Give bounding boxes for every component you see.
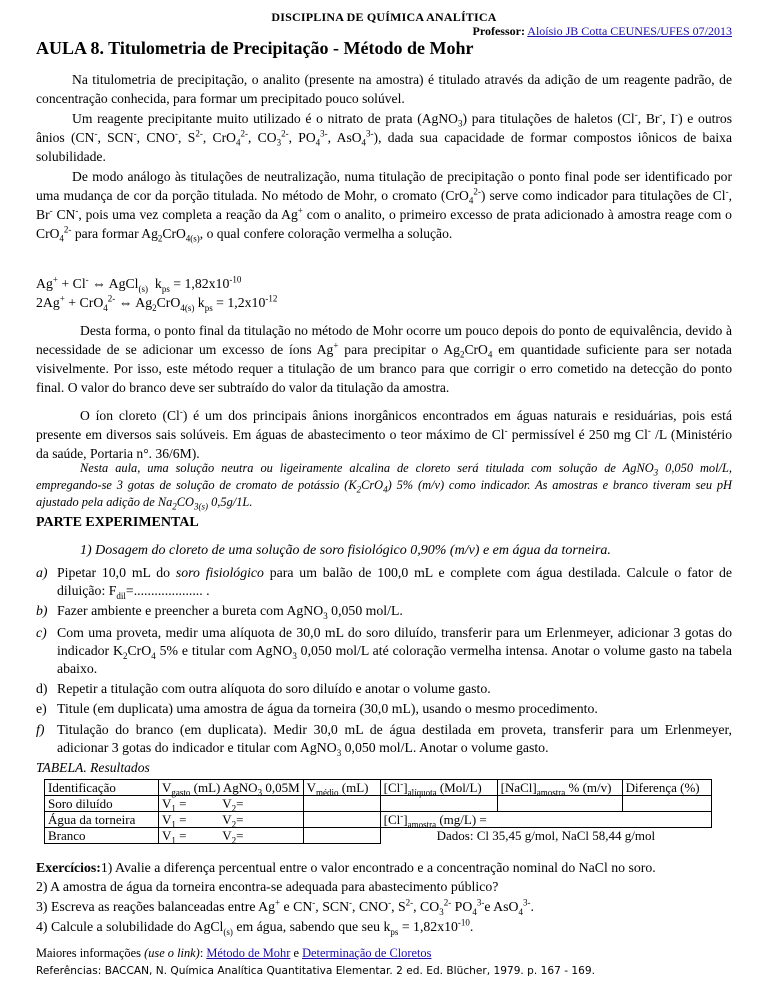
header-vmedio: $V_{médio}$ (mL) xyxy=(303,780,380,796)
professor-line xyxy=(473,24,732,39)
discipline-header: DISCIPLINA DE QUÍMICA ANALÍTICA xyxy=(271,10,497,24)
vgasto-cell: $V_1$ = $V_2=$ xyxy=(159,828,304,844)
table-caption: TABELA. Resultados xyxy=(36,760,150,775)
header-cl-aliquota: $[Cl^-]_{alíquota}$ (Mol/L) xyxy=(380,780,497,796)
professor-link[interactable]: Aloísio JB Cotta CEUNES/UFES 07/2013 xyxy=(527,24,732,38)
exercise-2: 2) A amostra de água da torneira encontra-se adequada para abastecimento público? xyxy=(36,879,499,894)
step-f: f) Titulação do branco (em duplicata). Medir 30,0 mL de água destilada em proveta, transferir para um Erlenmeyer, adicionar 3 gotas do indicador e titular com AgNO$_3$ 0,050 mol/L. Anotar o volume gasto. xyxy=(36,722,732,758)
exercise-3: 3) Escreva as reações balanceadas entre Ag+ e CN-, SCN-, CNO-, $S^{2-}$, $CO_3^{2-}$ $PO_4^{3-}e$ AsO$_4^{3-}$. xyxy=(36,897,534,917)
link-metodo-mohr[interactable]: Método de Mohr xyxy=(206,946,291,960)
equation-agcl: Ag+ + Cl- ⇔ AgCl$_{(s)}$ $k_{ps} = 1,82x10^{-10}$ xyxy=(36,274,242,294)
row-label-soro: Soro diluído xyxy=(45,796,159,812)
professor-label: Professor: xyxy=(472,24,525,38)
exercise-1: Exercícios:1) Avalie a diferença percentual entre o valor encontrado e a concentração nominal do NaCl no soro. xyxy=(36,860,656,875)
experimental-heading: PARTE EXPERIMENTAL xyxy=(36,515,199,530)
header-vgasto: $V_{gasto}$ (mL) AgNO$_3$ 0,05M xyxy=(159,780,304,796)
row-label-agua: Água da torneira xyxy=(45,812,159,828)
header-identificacao: Identificação xyxy=(45,780,159,796)
header-diferenca: Diferença (%) xyxy=(622,780,711,796)
section-1-title: 1) Dosagem do cloreto de uma solução de soro fisiológico 0,90% (m/v) e em água da torneira. xyxy=(80,543,611,558)
intro-paragraph-2: Um reagente precipitante muito utilizado é o nitrato de prata (AgNO$_3$) para titulações de haletos (Cl-, Br-, I-) e outros ânios (CN-, SCN-, CNO-, $S^{2-}$, CrO$_4^{2-}$, $CO_3^{2-}$, $PO_4^{3-}$, AsO$_4^{3-}$), dada sua capacidade de formar compostos iônicos de baixa solubilidade. xyxy=(36,109,733,164)
table-header-row xyxy=(45,780,712,796)
step-c: c) Com uma proveta, medir uma alíquota de 30,0 mL do soro diluído, transferir para um Erlenmeyer, adicionar 3 gotas do indicador $K_2CrO_4$ 5% e titular com AgNO$_3$ 0,050 mol/L até coloração vermelha intensa. Anotar o volume gasto na tabela abaixo. xyxy=(36,625,732,676)
step-e: e) Titule (em duplicata) uma amostra de água da torneira (30,0 mL), usando o mesmo procedimento. xyxy=(36,701,598,716)
equation-ag2cro4: 2Ag+ + CrO$_4^{2-}$ ⇔ $Ag_2CrO_{4(s)}$ $k_{ps} = 1,2x10^{-12}$ xyxy=(36,293,278,313)
lesson-note: Nesta aula, uma solução neutra ou ligeiramente alcalina de cloreto será titulada com solução de AgNO$_3$ 0,050 mol/L, empregando-se 3 gotas de solução de cromato de potássio $(K_2CrO_4)$ 5% (m/v) como indicador. As amostras e branco tiveram seu pH ajustado pela adição de $Na_2CO_{3(s)}$ 0,5g/1L. xyxy=(36,461,732,512)
references: Referências: BACCAN, N. Química Analítica Quantitativa Elementar. 2 ed. Ed. Blücher, 1979. p. 167 - 169. xyxy=(36,965,595,977)
body-paragraph-chloride: O íon cloreto (Cl-) é um dos principais ânions inorgânicos encontrados em águas naturais e residuárias, pois está presente em diversos sais solúveis. Em águas de abastecimento o teor máximo de Cl- permissível é 250 mg Cl- /L (Ministério da saúde, Portaria n°. 36/6M). xyxy=(36,406,733,461)
table-row xyxy=(45,796,712,812)
vgasto-cell: $V_1$ = $V_2=$ xyxy=(159,812,304,828)
intro-paragraph-3: De modo análogo às titulações de neutralização, numa titulação de precipitação o ponto final pode ser identificado por uma mudança de cor da porção titulada. No método de Mohr, o cromato (CrO$_4^{2-}$) serve como indicador para titulações de Cl-, Br- CN-, pois uma vez completa a reação da Ag+ com o analito, o primeiro excesso de prata adicionado à amostra reage com o CrO$_4^{2-}$ para formar $Ag_2CrO_{4(s)}$, o qual confere coloração vermelha a solução. xyxy=(36,169,732,244)
molar-mass-data: Dados: Cl 35,45 g/mol, NaCl 58,44 g/mol xyxy=(436,828,656,843)
body-paragraph-endpoint: Desta forma, o ponto final da titulação no método de Mohr ocorre um pouco depois do ponto de equivalência, devido à necessidade de se adicionar um excesso de íons Ag+ para precipitar o $Ag_2CrO_4$ em quantidade suficiente para ser notada visivelmente. Por isso, este método requer a titulação de um branco para que corrigir o erro cometido na detecção do ponto final. O valor do branco deve ser subtraído do valor da titulação da amostra. xyxy=(36,323,732,395)
results-table xyxy=(44,779,712,844)
table-row xyxy=(45,828,712,844)
vgasto-cell: $V_1$ = $V_2=$ xyxy=(159,796,304,812)
page-title: AULA 8. Titulometria de Precipitação - Método de Mohr xyxy=(36,38,474,58)
step-a: a) Pipetar 10,0 mL do soro fisiológico para um balão de 100,0 mL e complete com água destilada. Calcule o fator de diluição: $F_{dil}=$.................... . xyxy=(36,565,732,601)
intro-paragraph-1: Na titulometria de precipitação, o analito (presente na amostra) é titulado através da adição de um reagente padrão, de concentração conhecida, para formar um precipitado pouco solúvel. xyxy=(36,72,732,106)
step-b: b) Fazer ambiente e preencher a bureta com AgNO$_3$ 0,050 mol/L. xyxy=(36,603,403,621)
link-determinacao-cloretos[interactable]: Determinação de Cloretos xyxy=(302,946,432,960)
cl-amostra-cell: $[Cl^-]_{amostra}$ (mg/L) = xyxy=(380,812,711,828)
more-info-line: Maiores informações (use o link): Método de Mohr e Determinação de Cloretos xyxy=(36,946,432,960)
header-nacl-amostra: $[NaCl]_{amostra}$ % (m/v) xyxy=(497,780,622,796)
step-d: d) Repetir a titulação com outra alíquota do soro diluído e anotar o volume gasto. xyxy=(36,681,491,696)
table-row xyxy=(45,812,712,828)
row-label-branco: Branco xyxy=(45,828,159,844)
exercise-4: 4) Calcule a solubilidade do AgCl$_{(s)}$ em água, sabendo que seu $k_{ps} = 1,82x10^{-10}$. xyxy=(36,917,474,937)
